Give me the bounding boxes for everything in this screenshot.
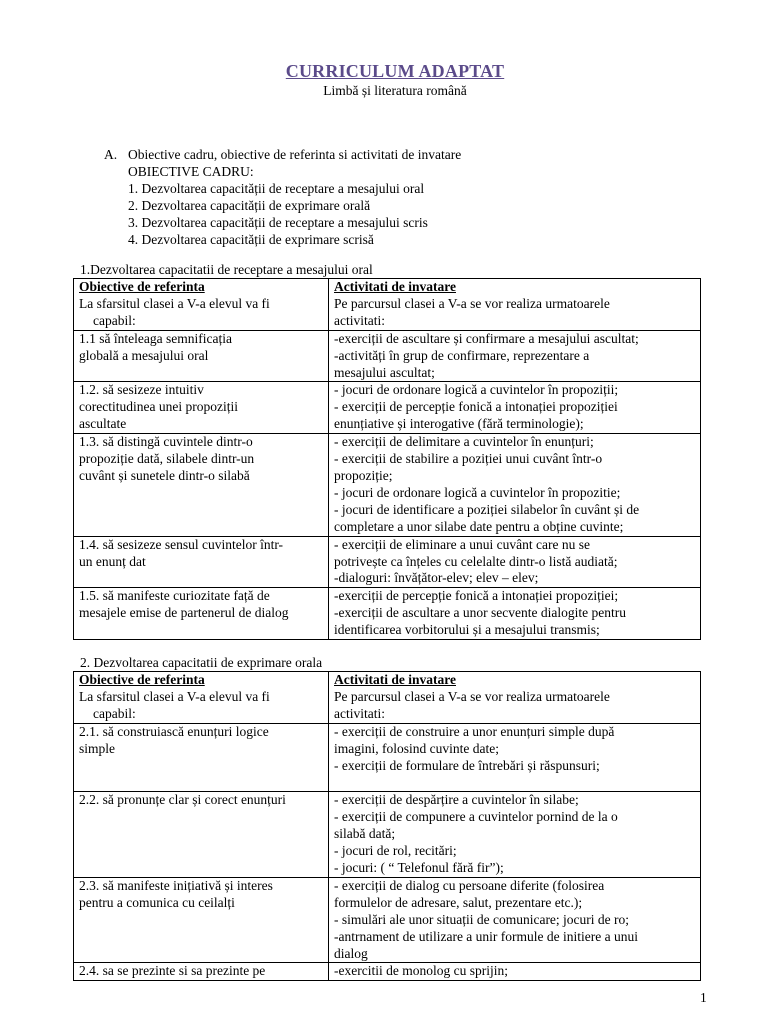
activities-intro-line: Pe parcursul clasei a V-a se vor realiza urmatoarele: [334, 295, 610, 311]
activity-line: - exerciții de percepție fonică a intonației propoziției: [334, 399, 618, 415]
activity-line: -antrnament de utilizare a unir formule de initiere a unui: [334, 928, 639, 944]
activity-line: - exerciții de stabilire a poziției unui cuvânt într-o: [334, 451, 603, 467]
activities-intro-line: activitati:: [334, 312, 385, 328]
activity-line: enunțiative și interogative (fără terminologie);: [334, 416, 584, 432]
objective-line: 2.4. sa se prezinte si sa prezinte pe: [79, 963, 266, 979]
intro-heading: Obiective cadru, obiective de referinta si activitati de invatare: [128, 147, 462, 162]
intro-block: [104, 146, 461, 248]
activities-intro-line: Pe parcursul clasei a V-a se vor realiza urmatoarele: [334, 688, 610, 704]
activity-line: mesajului ascultat;: [334, 364, 435, 380]
table-row: [74, 792, 701, 878]
table-row: [74, 723, 701, 792]
activity-cell: [329, 723, 701, 792]
activity-line: - exerciții de delimitare a cuvintelor în enunțuri;: [334, 434, 594, 450]
table-row: [74, 588, 701, 640]
activity-line: silabă dată;: [334, 826, 396, 842]
objective-line: mesajele emise de partenerul de dialog: [79, 605, 289, 621]
activity-line: -exerciții de percepție fonică a intonației propoziției;: [334, 588, 619, 604]
activities-column-header: Activitati de invatare: [334, 672, 456, 687]
intro-item: 4. Dezvoltarea capacității de exprimare scrisă: [128, 232, 374, 247]
activity-line: - exerciții de despărțire a cuvintelor în silabe;: [334, 792, 579, 808]
objective-line: 2.1. să construiască enunțuri logice: [79, 723, 269, 739]
activity-line: propoziție;: [334, 467, 393, 483]
activities-cell: [329, 672, 701, 724]
activity-cell: [329, 382, 701, 434]
table-row: [74, 434, 701, 536]
activity-line: - exerciții de construire a unor enunțuri simple după: [334, 723, 615, 739]
objectives-intro-line: La sfarsitul clasei a V-a elevul va fi: [79, 688, 270, 704]
page-title: CURRICULUM ADAPTAT: [285, 61, 505, 81]
objective-line: cuvânt și sunetele dintr-o silabă: [79, 467, 250, 483]
objective-cell: [74, 536, 329, 588]
objective-cell: [74, 792, 329, 878]
section1-table: [73, 278, 701, 640]
objective-line: globală a mesajului oral: [79, 347, 209, 363]
table-row: [74, 963, 701, 981]
table-header-row: [74, 279, 701, 331]
objective-line: un enunț dat: [79, 553, 146, 569]
page-number: 1: [700, 990, 707, 1005]
activity-line: -exerciții de ascultare a unor secvente dialogite pentru: [334, 605, 626, 621]
activity-cell: [329, 877, 701, 963]
objective-line: ascultate: [79, 416, 127, 432]
activity-line: - exerciții de dialog cu persoane diferite (folosirea: [334, 877, 605, 893]
activity-line: completare a unor silabe date pentru a obține cuvinte;: [334, 518, 624, 534]
activity-line: - jocuri: ( “ Telefonul fără fir”);: [334, 859, 504, 875]
objective-cell: [74, 588, 329, 640]
objectives-intro-line: capabil:: [93, 312, 136, 328]
objective-cell: [74, 434, 329, 536]
activity-cell: [329, 330, 701, 382]
activity-line: -activități în grup de confirmare, reprezentare a: [334, 347, 590, 363]
activity-line: - exerciții de compunere a cuvintelor pornind de la o: [334, 809, 618, 825]
table-row: [74, 877, 701, 963]
objective-cell: [74, 963, 329, 981]
objective-cell: [74, 382, 329, 434]
activity-line: -exercitii de monolog cu sprijin;: [334, 963, 508, 979]
activity-line: - exerciții de formulare de întrebări și răspunsuri;: [334, 757, 600, 773]
objective-line: corectitudinea unei propoziții: [79, 399, 238, 415]
objective-line: simple: [79, 740, 115, 756]
intro-item: 1. Dezvoltarea capacității de receptare a mesajului oral: [128, 181, 425, 196]
section1-title: 1.Dezvoltarea capacitatii de receptare a mesajului oral: [80, 262, 373, 277]
objective-cell: [74, 330, 329, 382]
objectives-column-header: Obiective de referinta: [79, 672, 205, 687]
activity-cell: [329, 792, 701, 878]
objective-line: 1.4. să sesizeze sensul cuvintelor într-: [79, 536, 284, 552]
objective-line: 1.1 să înteleaga semnificația: [79, 330, 232, 346]
activity-line: - jocuri de rol, recitări;: [334, 843, 457, 859]
intro-item: 3. Dezvoltarea capacității de receptare a mesajului scris: [128, 215, 428, 230]
activity-line: dialog: [334, 945, 368, 961]
table-row: [74, 330, 701, 382]
section2-title: 2. Dezvoltarea capacitatii de exprimare orala: [80, 655, 323, 670]
table-header-row: [74, 672, 701, 724]
intro-label: OBIECTIVE CADRU:: [128, 164, 254, 179]
activity-line: [334, 774, 697, 791]
activity-line: - jocuri de identificare a poziției silabelor în cuvânt și de: [334, 501, 640, 517]
intro-item: 2. Dezvoltarea capacității de exprimare orală: [128, 198, 371, 213]
objectives-cell: [74, 672, 329, 724]
activity-cell: [329, 963, 701, 981]
objective-line: 1.5. să manifeste curiozitate față de: [79, 588, 270, 604]
intro-marker: A.: [104, 147, 118, 162]
activity-cell: [329, 536, 701, 588]
page-subtitle: Limbă și literatura română: [323, 83, 467, 98]
activities-cell: [329, 279, 701, 331]
objectives-cell: [74, 279, 329, 331]
objective-line: pentru a comunica cu ceilalți: [79, 894, 235, 910]
objective-cell: [74, 877, 329, 963]
objective-cell: [74, 723, 329, 792]
objective-line: 1.2. să sesizeze intuitiv: [79, 382, 204, 398]
activity-line: potrivește ca înțeles cu celelalte dintr-o listă audiată;: [334, 553, 618, 569]
activity-line: - jocuri de ordonare logică a cuvintelor în propoziții;: [334, 382, 619, 398]
activity-line: -dialoguri: învățător-elev; elev – elev;: [334, 570, 539, 586]
objective-line: propoziție dată, silabele dintr-un: [79, 451, 255, 467]
objectives-intro-line: La sfarsitul clasei a V-a elevul va fi: [79, 295, 270, 311]
section2-table: [73, 671, 701, 981]
activity-cell: [329, 588, 701, 640]
activities-column-header: Activitati de invatare: [334, 279, 456, 294]
activity-line: imagini, folosind cuvinte date;: [334, 740, 499, 756]
objectives-intro-line: capabil:: [93, 705, 136, 721]
objectives-column-header: Obiective de referinta: [79, 279, 205, 294]
objective-line: 2.3. să manifeste inițiativă și interes: [79, 877, 273, 893]
activity-line: -exerciții de ascultare și confirmare a mesajului ascultat;: [334, 330, 639, 346]
activity-line: - simulări ale unor situații de comunicare; jocuri de ro;: [334, 911, 630, 927]
objective-line: 2.2. să pronunțe clar și corect enunțuri: [79, 792, 286, 808]
activities-intro-line: activitati:: [334, 705, 385, 721]
table-row: [74, 536, 701, 588]
activity-cell: [329, 434, 701, 536]
objective-line: 1.3. să distingă cuvintele dintr-o: [79, 434, 253, 450]
activity-line: - jocuri de ordonare logică a cuvintelor în propozitie;: [334, 484, 621, 500]
activity-line: identificarea vorbitorului și a mesajului transmis;: [334, 622, 600, 638]
activity-line: - exerciții de eliminare a unui cuvânt care nu se: [334, 536, 591, 552]
table-row: [74, 382, 701, 434]
activity-line: formulelor de adresare, salut, prezentare etc.);: [334, 894, 583, 910]
